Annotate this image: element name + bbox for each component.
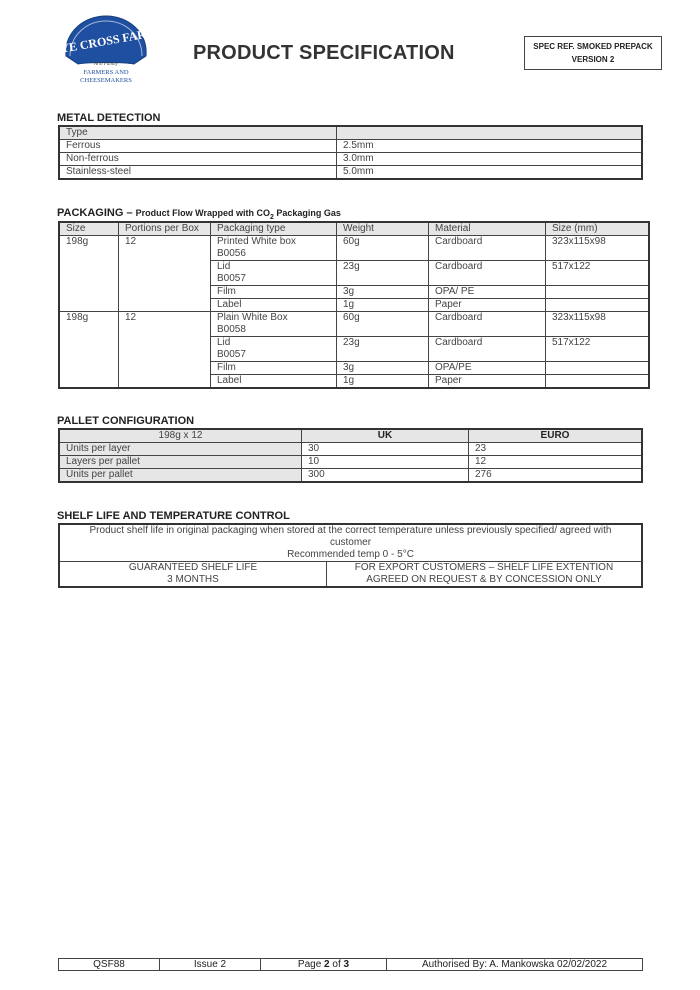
pack-weight: 60g bbox=[337, 236, 429, 261]
pack-material: Cardboard bbox=[429, 337, 546, 362]
page-total: 3 bbox=[343, 959, 350, 970]
pack-type-line1: Lid bbox=[217, 337, 231, 348]
pallet-header-uk: UK bbox=[302, 429, 469, 443]
doc-issue: Issue 2 bbox=[160, 959, 261, 971]
packaging-subtitle-text: Product Flow Wrapped with CO bbox=[135, 208, 270, 218]
table-header-row bbox=[59, 222, 649, 236]
pack-size: 198g bbox=[59, 312, 119, 389]
pallet-euro: 276 bbox=[469, 469, 643, 483]
shelf-note bbox=[59, 524, 642, 562]
pack-weight: 1g bbox=[337, 299, 429, 312]
metal-value: 2.5mm bbox=[337, 140, 643, 153]
guaranteed-shelf-life bbox=[59, 562, 327, 588]
packaging-title-main: PACKAGING – bbox=[57, 207, 133, 219]
pack-weight: 3g bbox=[337, 286, 429, 299]
pack-dims bbox=[546, 286, 650, 299]
pack-dims: 323x115x98 bbox=[546, 236, 650, 261]
pack-material: Paper bbox=[429, 375, 546, 389]
pack-material: Cardboard bbox=[429, 261, 546, 286]
pallet-uk: 10 bbox=[302, 456, 469, 469]
packaging-title bbox=[57, 207, 341, 221]
pack-size: 198g bbox=[59, 236, 119, 312]
shelf-detail-row bbox=[59, 562, 642, 588]
pack-type-line2: B0058 bbox=[217, 324, 246, 335]
authorised-by: Authorised By: A. Mankowska 02/02/2022 bbox=[387, 959, 643, 971]
pack-type: Label bbox=[211, 375, 337, 389]
pallet-label: Units per layer bbox=[59, 443, 302, 456]
pack-portions: 12 bbox=[119, 236, 211, 312]
pack-type-line2: B0056 bbox=[217, 248, 246, 259]
pallet-header-size: 198g x 12 bbox=[59, 429, 302, 443]
pallet-label: Layers per pallet bbox=[59, 456, 302, 469]
pack-dims bbox=[546, 362, 650, 375]
recommended-temp: Recommended temp 0 - 5°C bbox=[287, 549, 414, 560]
pack-type bbox=[211, 337, 337, 362]
pack-weight: 23g bbox=[337, 261, 429, 286]
packaging-subtitle-sub: 2 bbox=[270, 213, 274, 221]
footer-row bbox=[59, 959, 643, 971]
col-material: Material bbox=[429, 222, 546, 236]
metal-type: Stainless-steel bbox=[59, 166, 337, 180]
pack-dims: 517x122 bbox=[546, 337, 650, 362]
pallet-label: Units per pallet bbox=[59, 469, 302, 483]
metal-type: Non-ferrous bbox=[59, 153, 337, 166]
pack-type bbox=[211, 236, 337, 261]
pallet-euro: 12 bbox=[469, 456, 643, 469]
metal-value: 3.0mm bbox=[337, 153, 643, 166]
pack-dims bbox=[546, 299, 650, 312]
pack-type-line1: Plain White Box bbox=[217, 312, 288, 323]
table-row bbox=[59, 456, 642, 469]
table-row bbox=[59, 166, 642, 180]
logo-brand-text: LYE CROSS FARM bbox=[56, 25, 156, 58]
shelf-note-line2: customer bbox=[329, 537, 372, 548]
pack-weight: 3g bbox=[337, 362, 429, 375]
metal-value: 5.0mm bbox=[337, 166, 643, 180]
shelf-note-line1: Product shelf life in original packaging when stored at the correct temperature unless previously specified/ agreed with bbox=[89, 525, 612, 536]
col-size: Size bbox=[59, 222, 119, 236]
packaging-table bbox=[58, 221, 650, 389]
export-line2: AGREED ON REQUEST & BY CONCESSION ONLY bbox=[366, 574, 602, 585]
metal-detection-table bbox=[58, 125, 643, 180]
pack-type-line2: B0057 bbox=[217, 349, 246, 360]
pack-dims: 517x122 bbox=[546, 261, 650, 286]
pack-material: Cardboard bbox=[429, 312, 546, 337]
page-current: 2 bbox=[324, 959, 330, 970]
pallet-header-euro: EURO bbox=[469, 429, 643, 443]
pallet-euro: 23 bbox=[469, 443, 643, 456]
pack-material: OPA/ PE bbox=[429, 286, 546, 299]
guaranteed-line1: GUARANTEED SHELF LIFE bbox=[128, 562, 258, 573]
pack-weight: 60g bbox=[337, 312, 429, 337]
metal-type: Ferrous bbox=[59, 140, 337, 153]
pack-weight: 23g bbox=[337, 337, 429, 362]
logo-line1: FARMERS AND bbox=[83, 69, 129, 76]
table-row bbox=[59, 153, 642, 166]
pack-weight: 1g bbox=[337, 375, 429, 389]
table-row bbox=[59, 140, 642, 153]
shelf-life-title: SHELF LIFE AND TEMPERATURE CONTROL bbox=[57, 510, 290, 522]
page-prefix: Page bbox=[297, 959, 325, 970]
pack-type: Label bbox=[211, 299, 337, 312]
logo-family-text: Arm Family bbox=[93, 62, 119, 67]
pallet-title: PALLET CONFIGURATION bbox=[57, 415, 195, 427]
pack-portions: 12 bbox=[119, 312, 211, 389]
spec-ref-line1: SPEC REF. SMOKED PREPACK bbox=[533, 42, 653, 51]
pack-type-line1: Printed White box bbox=[217, 236, 296, 247]
export-extension bbox=[327, 562, 643, 588]
shelf-note-row bbox=[59, 524, 642, 562]
header-value-blank bbox=[337, 126, 643, 140]
packaging-subtitle bbox=[135, 208, 341, 221]
page-of: of bbox=[329, 959, 344, 970]
doc-code: QSF88 bbox=[59, 959, 160, 971]
pack-material: OPA/PE bbox=[429, 362, 546, 375]
pallet-uk: 30 bbox=[302, 443, 469, 456]
packaging-subtitle-end: Packaging Gas bbox=[273, 208, 341, 218]
export-line1: FOR EXPORT CUSTOMERS – SHELF LIFE EXTENTION bbox=[354, 562, 614, 573]
table-row bbox=[59, 312, 649, 337]
table-header-row bbox=[59, 126, 642, 140]
page-number bbox=[261, 959, 387, 971]
company-logo bbox=[56, 12, 156, 88]
pack-type-line1: Lid bbox=[217, 261, 231, 272]
spec-ref-box bbox=[524, 36, 662, 70]
page-title: PRODUCT SPECIFICATION bbox=[193, 42, 455, 64]
col-packaging-type: Packaging type bbox=[211, 222, 337, 236]
table-header-row bbox=[59, 429, 642, 443]
pack-type-line2: B0057 bbox=[217, 273, 246, 284]
pack-type: Film bbox=[211, 362, 337, 375]
pack-dims bbox=[546, 375, 650, 389]
pack-dims: 323x115x98 bbox=[546, 312, 650, 337]
pack-type bbox=[211, 312, 337, 337]
pack-type bbox=[211, 261, 337, 286]
footer-table bbox=[58, 958, 643, 971]
col-weight: Weight bbox=[337, 222, 429, 236]
table-row bbox=[59, 236, 649, 261]
metal-detection-title: METAL DETECTION bbox=[57, 112, 161, 124]
col-dims: Size (mm) bbox=[546, 222, 650, 236]
pallet-table bbox=[58, 428, 643, 483]
col-portions: Portions per Box bbox=[119, 222, 211, 236]
guaranteed-line2: 3 MONTHS bbox=[167, 574, 219, 585]
pack-type: Film bbox=[211, 286, 337, 299]
table-row bbox=[59, 443, 642, 456]
pack-material: Cardboard bbox=[429, 236, 546, 261]
logo-line2: CHEESEMAKERS bbox=[80, 77, 132, 84]
table-row bbox=[59, 469, 642, 483]
pack-material: Paper bbox=[429, 299, 546, 312]
spec-ref-line2: VERSION 2 bbox=[571, 55, 615, 64]
pallet-uk: 300 bbox=[302, 469, 469, 483]
shelf-life-table bbox=[58, 523, 643, 588]
header-type: Type bbox=[59, 126, 337, 140]
